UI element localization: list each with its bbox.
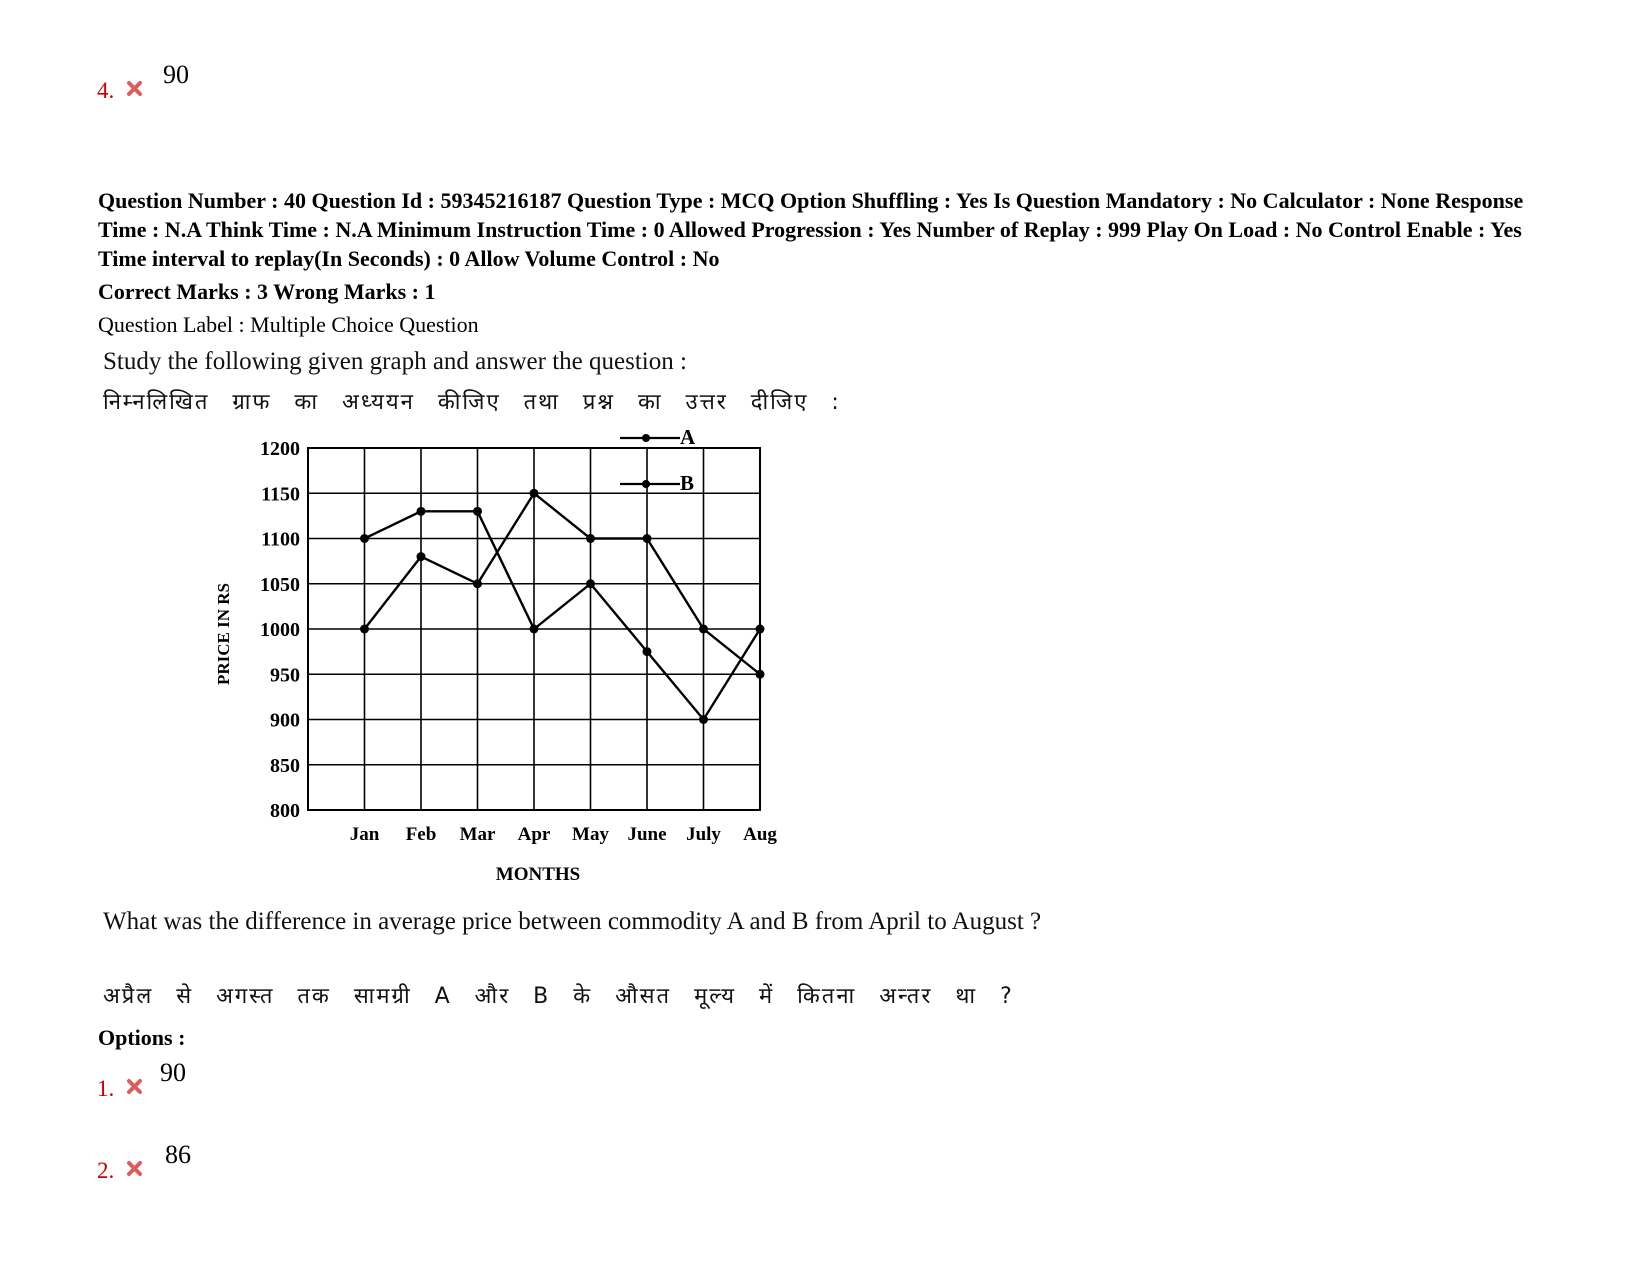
line-chart (200, 420, 800, 890)
data-point-a (586, 579, 595, 588)
option-number: 4. (97, 78, 115, 103)
y-tick-label: 900 (270, 709, 300, 732)
x-tick-label: Aug (743, 824, 777, 845)
x-tick-label: June (627, 824, 667, 845)
x-tick-label: Apr (517, 824, 551, 845)
legend-label-b: B (680, 471, 695, 495)
data-point-b (643, 534, 652, 543)
legend-marker-a (642, 434, 650, 442)
instruction-english: Study the following given graph and answer the question : (103, 348, 687, 375)
x-tick-label: July (686, 824, 721, 845)
y-axis-label: PRICE IN RS (214, 582, 233, 686)
x-tick-label: Mar (459, 824, 496, 845)
data-point-b (473, 579, 482, 588)
question-english: What was the difference in average price between commodity A and B from April to August ? (103, 908, 1042, 935)
cross-icon (126, 80, 143, 97)
question-hindi: अप्रैल से अगस्त तक सामग्री A और B के औसत मूल्य में कितना अन्तर था ? (103, 984, 1014, 1009)
option-value: 90 (163, 60, 189, 89)
x-tick-label: Jan (349, 824, 380, 845)
x-axis-label: MONTHS (495, 864, 581, 885)
y-tick-label: 850 (270, 754, 300, 777)
legend-marker-b (642, 480, 650, 488)
x-tick-label: Feb (405, 824, 437, 845)
y-tick-label: 1100 (261, 528, 300, 551)
x-tick-label: May (572, 824, 609, 845)
y-tick-label: 1200 (260, 438, 300, 460)
data-point-b (586, 534, 595, 543)
cross-icon (126, 1078, 143, 1095)
data-point-a (643, 647, 652, 656)
data-point-b (699, 625, 708, 634)
data-point-b (756, 670, 765, 679)
option-value: 90 (160, 1058, 186, 1087)
y-tick-label: 800 (270, 800, 300, 822)
instruction-hindi: निम्नलिखित ग्राफ का अध्ययन कीजिए तथा प्रश्न का उत्तर दीजिए : (103, 390, 841, 415)
data-point-a (473, 507, 482, 516)
data-point-b (417, 552, 426, 561)
data-point-b (360, 625, 369, 634)
option-number: 2. (97, 1158, 115, 1183)
question-meta: Question Number : 40 Question Id : 59345216187 Question Type : MCQ Option Shuffling : Yes Is Question Mandatory : No Calculator : None Response Time : N.A Think Time : N.A Minimum Instruction Time : 0 Allowed Progression : Yes Number of Replay : 999 Play On Load : No Control Enable : Yes Time interval to replay(In Seconds) : 0 Allow Volume Control : No (98, 188, 1524, 271)
option-value: 86 (165, 1140, 191, 1169)
legend-label-a: A (680, 425, 696, 449)
data-point-b (530, 489, 539, 498)
marks: Correct Marks : 3 Wrong Marks : 1 (98, 279, 436, 304)
data-point-a (417, 507, 426, 516)
options-heading: Options : (98, 1025, 186, 1050)
option-number: 1. (97, 1076, 115, 1101)
y-tick-label: 1050 (260, 573, 300, 596)
data-point-a (530, 625, 539, 634)
cross-icon (126, 1160, 143, 1177)
y-tick-label: 1000 (260, 619, 300, 641)
series-line-a (365, 511, 761, 719)
data-point-a (360, 534, 369, 543)
data-point-a (699, 715, 708, 724)
y-tick-label: 1150 (261, 483, 300, 506)
data-point-a (756, 625, 765, 634)
y-tick-label: 950 (270, 664, 300, 687)
question-label: Question Label : Multiple Choice Question (98, 312, 479, 337)
